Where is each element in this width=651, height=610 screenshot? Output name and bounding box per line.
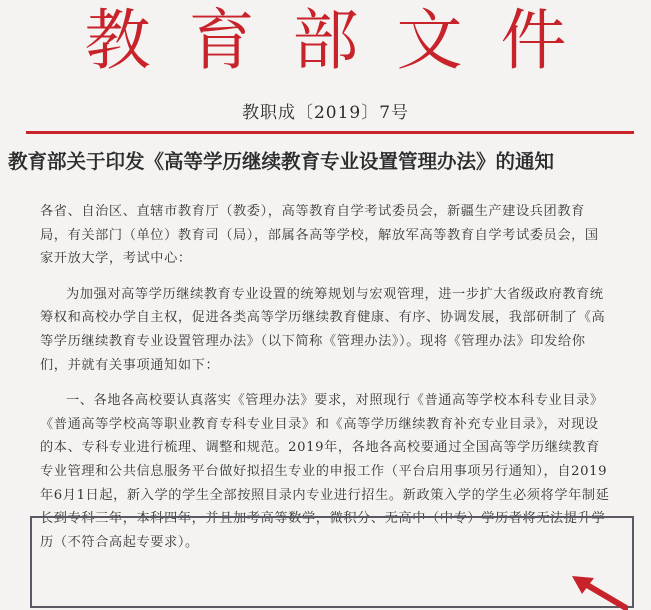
red-arrow-icon — [568, 572, 628, 610]
document-body — [40, 200, 612, 566]
document-number: 教职成〔2019〕7号 — [241, 103, 410, 123]
issuer-header: 教育部文件 — [84, 2, 605, 79]
highlight-box — [30, 516, 634, 608]
salutation-paragraph: 各省、自治区、直辖市教育厅（教委），高等教育自学考试委员会，新疆生产建设兵团教育局，有关部门（单位）教育司（局），部属各高等学校，解放军高等教育自学考试委员会，国家开放大学，考试中心： — [40, 204, 599, 267]
red-divider-rule — [26, 131, 634, 134]
item-one-paragraph: 一、各地各高校要认真落实《管理办法》要求，对照现行《普通高等学校本科专业目录》《普通高等学校高等职业教育专科专业目录》和《高等学历继续教育补充专业目录》，对现设的本、专科专业进行梳理、调整和规范。2019年，各地各高校要通过全国高等学历继续教育专业管理和公共信息服务平台做好拟招生专业的申报工作（平台启用事项另行通知），自2019年6月1日起，新入学的学生全部按照目录内专业进行招生。新政策入学的学生必须将学年制延长到专科三年，本科四年，并且加考高等数学，微积分、无高中（中专）学历者将无法提升学历（不符合高起专要求）。 — [40, 393, 610, 550]
document-title: 教育部关于印发《高等学历继续教育专业设置管理办法》的通知 — [8, 150, 555, 173]
intro-paragraph: 为加强对高等学历继续教育专业设置的统筹规划与宏观管理，进一步扩大省级政府教育统筹权和高校办学自主权，促进各类高等学历继续教育健康、有序、协调发展，我部研制了《高等学历继续教育专业设置管理办法》（以下简称《管理办法》）。现将《管理办法》印发给你们，并就有关事项通知如下： — [40, 286, 606, 373]
